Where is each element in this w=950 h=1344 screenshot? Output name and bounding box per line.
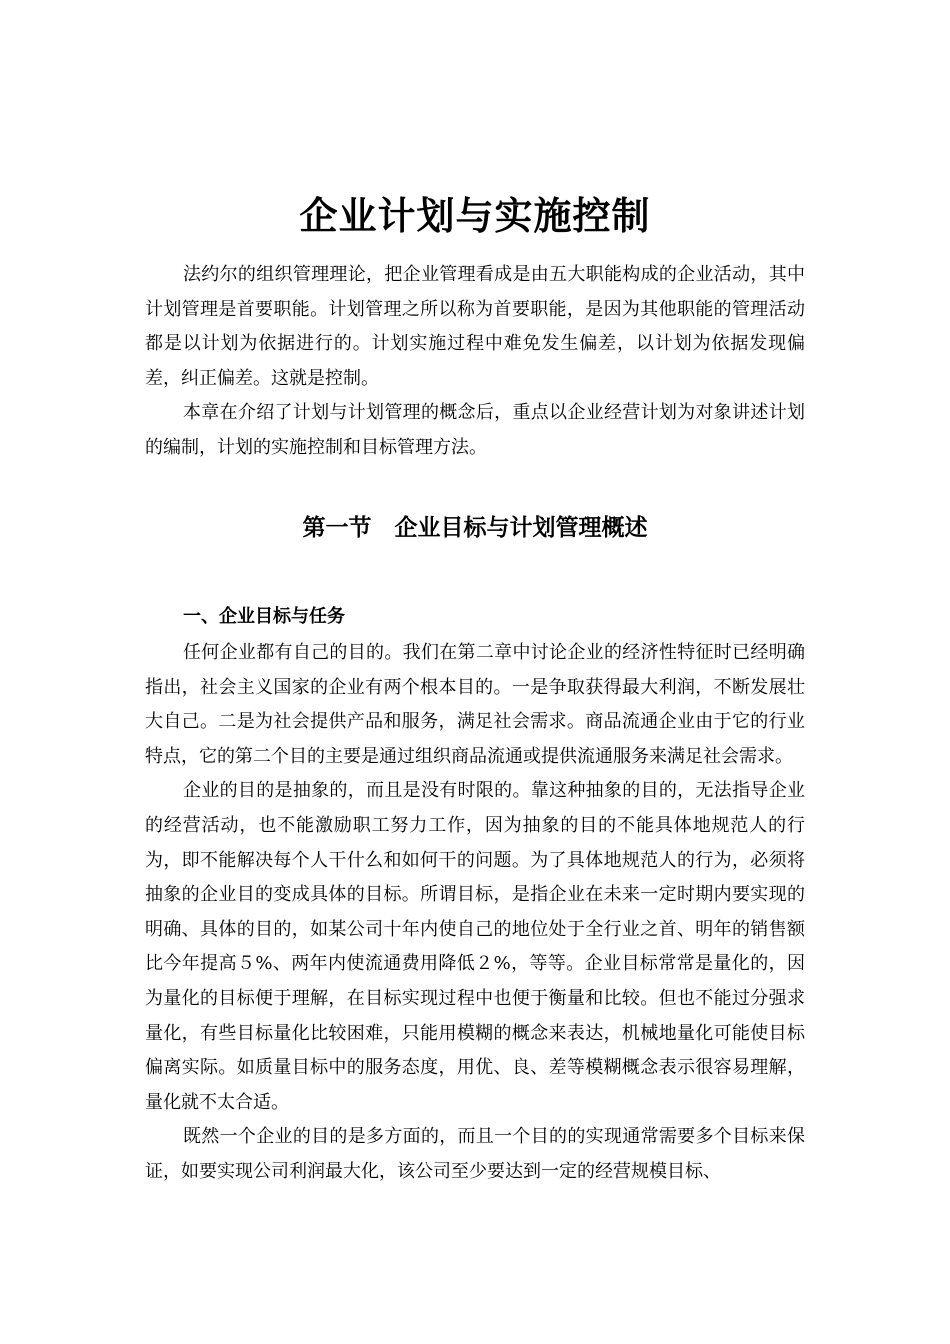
section-body (145, 636, 805, 1190)
section-paragraph-2: 企业的目的是抽象的，而且是没有时限的。靠这种抽象的目的，无法指导企业的经营活动，也不能激励职工努力工作，因为抽象的目的不能具体地规范人的行为，即不能解决每个人干什么和如何干的问题。为了具体地规范人的行为，必须将抽象的企业目的变成具体的目标。所谓目标，是指企业在未来一定时期内要实现的明确、具体的目的，如某公司十年内使自己的地位处于全行业之首、明年的销售额比今年提高５%、两年内使流通费用降低２%，等等。企业目标常常是量化的，因为量化的目标便于理解，在目标实现过程中也便于衡量和比较。但也不能过分强求量化，有些目标量化比较困难，只能用模糊的概念来表达，机械地量化可能使目标偏离实际。如质量目标中的服务态度，用优、良、差等模糊概念表示很容易理解，量化就不太合适。 (145, 780, 805, 1113)
section-paragraph-3: 既然一个企业的目的是多方面的，而且一个目的的实现通常需要多个目标来保证，如要实现公司利润最大化，该公司至少要达到一定的经营规模目标、 (145, 1126, 805, 1182)
intro-paragraph-1: 法约尔的组织管理理论，把企业管理看成是由五大职能构成的企业活动，其中计划管理是首要职能。计划管理之所以称为首要职能，是因为其他职能的管理活动都是以计划为依据进行的。计划实施过程中难免发生偏差，以计划为依据发现偏差，纠正偏差。这就是控制。 (145, 264, 805, 389)
section-paragraph-1: 任何企业都有自己的目的。我们在第二章中讨论企业的经济性特征时已经明确指出，社会主义国家的企业有两个根本目的。一是争取获得最大利润，不断发展壮大自己。二是为社会提供产品和服务，满足社会需求。商品流通企业由于它的行业特点，它的第二个目的主要是通过组织商品流通或提供流通服务来满足社会需求。 (145, 642, 805, 767)
document-title: 企业计划与实施控制 (299, 193, 651, 238)
subsection-heading: 一、企业目标与任务 (183, 606, 345, 627)
intro-section (145, 258, 805, 466)
intro-paragraph-2: 本章在介绍了计划与计划管理的概念后，重点以企业经营计划为对象讲述计划的编制，计划的实施控制和目标管理方法。 (145, 402, 805, 458)
section-heading: 第一节 企业目标与计划管理概述 (302, 514, 648, 541)
